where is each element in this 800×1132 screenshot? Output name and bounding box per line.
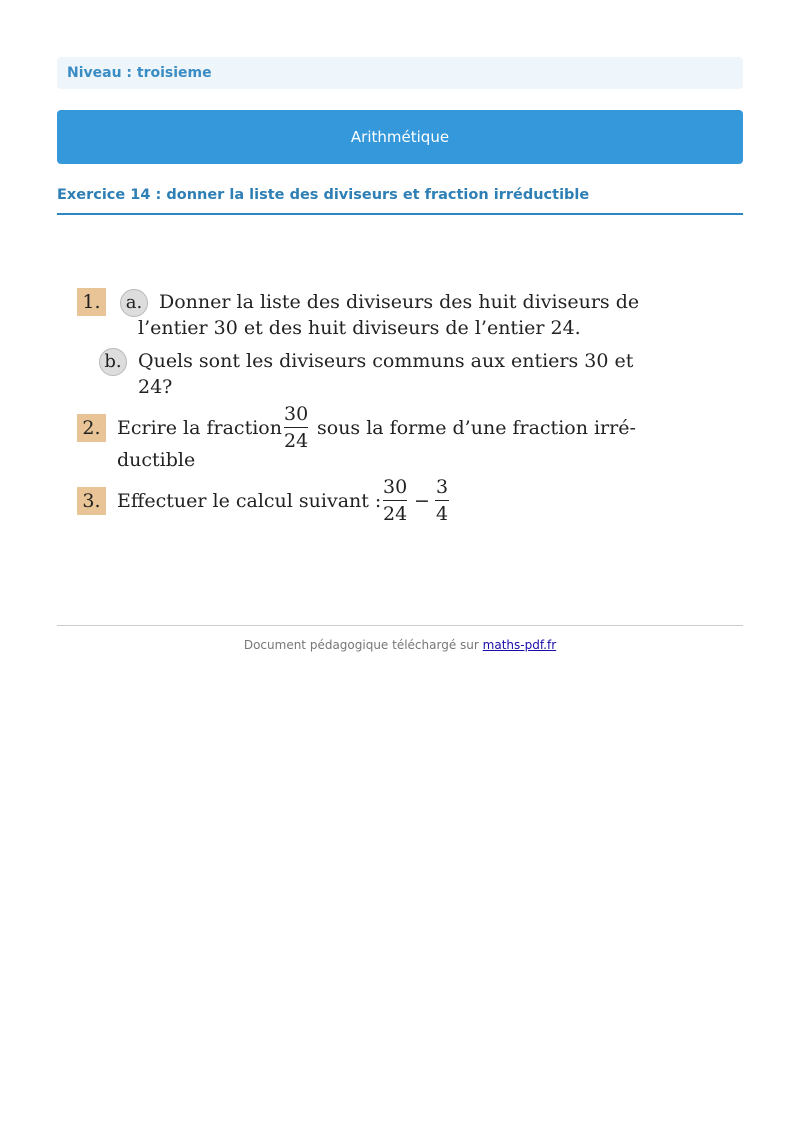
fraction-bar [383, 500, 407, 501]
question-1b-label: b. [99, 348, 127, 376]
question-1b-line-1: Quels sont les diviseurs communs aux entiers 30 et [138, 350, 634, 372]
topic-banner: Arithmétique [57, 110, 743, 164]
question-3-text: Effectuer le calcul suivant : [117, 490, 382, 512]
question-2-fraction-numerator: 30 [284, 403, 309, 425]
exercise-title: Exercice 14 : donner la liste des diviseurs et fraction irréductible [57, 185, 743, 215]
question-1b-line-2: 24? [138, 376, 173, 398]
fraction-bar [435, 500, 449, 501]
question-3-operator: − [414, 490, 430, 512]
question-2-text-after: sous la forme d’une fraction irré- [317, 417, 636, 439]
question-3-number: 3. [77, 487, 106, 515]
exercise-body [77, 285, 640, 535]
question-2-text-before: Ecrire la fraction [117, 417, 282, 439]
footer [57, 637, 743, 653]
footer-divider [57, 625, 743, 626]
question-1a-line-2: l’entier 30 et des huit diviseurs de l’entier 24. [138, 317, 581, 339]
question-1-number: 1. [77, 288, 106, 316]
level-label: Niveau : troisieme [57, 57, 743, 89]
question-3-fraction-2-numerator: 3 [435, 476, 449, 498]
question-3-fraction-2 [435, 475, 449, 526]
question-3-fraction-2-denominator: 4 [435, 503, 449, 525]
question-2-fraction-denominator: 24 [284, 430, 309, 452]
question-2-fraction [284, 402, 308, 453]
question-2-number: 2. [77, 414, 106, 442]
question-3-fraction-1-numerator: 30 [383, 476, 408, 498]
fraction-bar [284, 427, 308, 428]
question-1a-line-1: Donner la liste des diviseurs des huit diviseurs de [159, 291, 640, 313]
footer-text: Document pédagogique téléchargé sur [243, 638, 479, 652]
question-1a-label: a. [120, 289, 148, 317]
footer-link[interactable]: maths-pdf.fr [482, 638, 557, 652]
question-3-fraction-1-denominator: 24 [383, 503, 408, 525]
question-3-fraction-1 [383, 475, 407, 526]
question-2-line-2: ductible [117, 449, 196, 471]
